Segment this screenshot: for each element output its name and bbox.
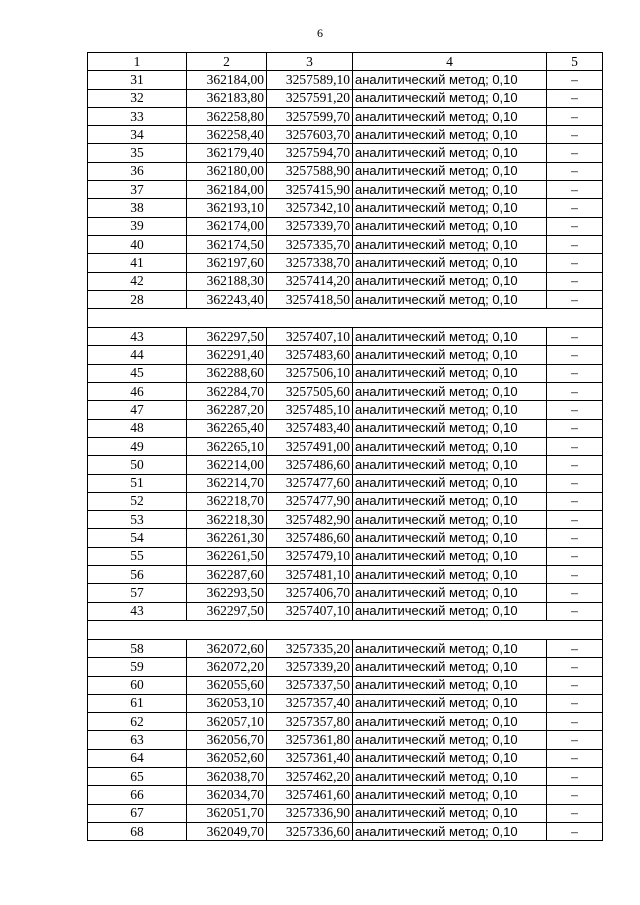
x-coordinate-cell: 362293,50 — [187, 584, 267, 602]
y-coordinate-cell: 3257357,40 — [267, 694, 353, 712]
y-coordinate-cell: 3257337,50 — [267, 676, 353, 694]
table-row — [88, 401, 603, 419]
x-coordinate-cell: 362218,30 — [187, 511, 267, 529]
table-row — [88, 272, 603, 290]
method-accuracy-cell: аналитический метод; 0,10 — [353, 658, 547, 676]
y-coordinate-cell: 3257336,60 — [267, 822, 353, 840]
method-accuracy-cell: аналитический метод; 0,10 — [353, 364, 547, 382]
x-coordinate-cell: 362184,00 — [187, 181, 267, 199]
point-number-cell: 41 — [88, 254, 187, 272]
point-number-cell: 42 — [88, 272, 187, 290]
method-accuracy-cell: аналитический метод; 0,10 — [353, 235, 547, 253]
column-header: 4 — [353, 53, 547, 71]
note-cell: – — [547, 639, 603, 657]
table-row — [88, 71, 603, 89]
method-accuracy-cell: аналитический метод; 0,10 — [353, 107, 547, 125]
method-accuracy-cell: аналитический метод; 0,10 — [353, 437, 547, 455]
table-row — [88, 419, 603, 437]
table-row — [88, 162, 603, 180]
point-number-cell: 45 — [88, 364, 187, 382]
table-row — [88, 676, 603, 694]
point-number-cell: 35 — [88, 144, 187, 162]
point-number-cell: 44 — [88, 346, 187, 364]
method-accuracy-cell: аналитический метод; 0,10 — [353, 456, 547, 474]
point-number-cell: 58 — [88, 639, 187, 657]
table-row — [88, 786, 603, 804]
y-coordinate-cell: 3257406,70 — [267, 584, 353, 602]
note-cell: – — [547, 602, 603, 620]
y-coordinate-cell: 3257588,90 — [267, 162, 353, 180]
note-cell: – — [547, 474, 603, 492]
point-number-cell: 48 — [88, 419, 187, 437]
y-coordinate-cell: 3257407,10 — [267, 328, 353, 346]
point-number-cell: 57 — [88, 584, 187, 602]
table-row — [88, 511, 603, 529]
point-number-cell: 28 — [88, 290, 187, 308]
table-row — [88, 126, 603, 144]
table-row — [88, 181, 603, 199]
method-accuracy-cell: аналитический метод; 0,10 — [353, 290, 547, 308]
column-header: 3 — [267, 53, 353, 71]
x-coordinate-cell: 362052,60 — [187, 749, 267, 767]
y-coordinate-cell: 3257361,40 — [267, 749, 353, 767]
method-accuracy-cell: аналитический метод; 0,10 — [353, 492, 547, 510]
x-coordinate-cell: 362218,70 — [187, 492, 267, 510]
method-accuracy-cell: аналитический метод; 0,10 — [353, 144, 547, 162]
table-row — [88, 731, 603, 749]
table-row — [88, 804, 603, 822]
note-cell: – — [547, 822, 603, 840]
block-separator-row — [88, 620, 603, 639]
point-number-cell: 60 — [88, 676, 187, 694]
note-cell: – — [547, 272, 603, 290]
x-coordinate-cell: 362188,30 — [187, 272, 267, 290]
table-row — [88, 529, 603, 547]
table-row — [88, 346, 603, 364]
page-number: 6 — [317, 26, 323, 40]
x-coordinate-cell: 362261,30 — [187, 529, 267, 547]
point-number-cell: 46 — [88, 383, 187, 401]
table-row — [88, 474, 603, 492]
x-coordinate-cell: 362038,70 — [187, 767, 267, 785]
note-cell: – — [547, 658, 603, 676]
point-number-cell: 33 — [88, 107, 187, 125]
y-coordinate-cell: 3257361,80 — [267, 731, 353, 749]
table-row — [88, 492, 603, 510]
y-coordinate-cell: 3257342,10 — [267, 199, 353, 217]
note-cell: – — [547, 713, 603, 731]
y-coordinate-cell: 3257486,60 — [267, 456, 353, 474]
x-coordinate-cell: 362183,80 — [187, 89, 267, 107]
method-accuracy-cell: аналитический метод; 0,10 — [353, 767, 547, 785]
table-row — [88, 217, 603, 235]
y-coordinate-cell: 3257339,20 — [267, 658, 353, 676]
table-row — [88, 694, 603, 712]
note-cell: – — [547, 235, 603, 253]
method-accuracy-cell: аналитический метод; 0,10 — [353, 602, 547, 620]
x-coordinate-cell: 362258,40 — [187, 126, 267, 144]
separator-cell — [88, 309, 603, 328]
y-coordinate-cell: 3257482,90 — [267, 511, 353, 529]
y-coordinate-cell: 3257505,60 — [267, 383, 353, 401]
method-accuracy-cell: аналитический метод; 0,10 — [353, 713, 547, 731]
note-cell: – — [547, 547, 603, 565]
y-coordinate-cell: 3257477,90 — [267, 492, 353, 510]
x-coordinate-cell: 362072,60 — [187, 639, 267, 657]
note-cell: – — [547, 694, 603, 712]
note-cell: – — [547, 731, 603, 749]
x-coordinate-cell: 362243,40 — [187, 290, 267, 308]
table-row — [88, 383, 603, 401]
x-coordinate-cell: 362265,40 — [187, 419, 267, 437]
method-accuracy-cell: аналитический метод; 0,10 — [353, 126, 547, 144]
point-number-cell: 56 — [88, 566, 187, 584]
method-accuracy-cell: аналитический метод; 0,10 — [353, 511, 547, 529]
x-coordinate-cell: 362284,70 — [187, 383, 267, 401]
point-number-cell: 31 — [88, 71, 187, 89]
y-coordinate-cell: 3257477,60 — [267, 474, 353, 492]
x-coordinate-cell: 362258,80 — [187, 107, 267, 125]
table-row — [88, 235, 603, 253]
method-accuracy-cell: аналитический метод; 0,10 — [353, 181, 547, 199]
table-row — [88, 749, 603, 767]
point-number-cell: 64 — [88, 749, 187, 767]
method-accuracy-cell: аналитический метод; 0,10 — [353, 199, 547, 217]
point-number-cell: 43 — [88, 328, 187, 346]
note-cell: – — [547, 511, 603, 529]
y-coordinate-cell: 3257486,60 — [267, 529, 353, 547]
point-number-cell: 37 — [88, 181, 187, 199]
x-coordinate-cell: 362174,50 — [187, 235, 267, 253]
y-coordinate-cell: 3257335,20 — [267, 639, 353, 657]
method-accuracy-cell: аналитический метод; 0,10 — [353, 639, 547, 657]
method-accuracy-cell: аналитический метод; 0,10 — [353, 272, 547, 290]
note-cell: – — [547, 383, 603, 401]
column-header: 5 — [547, 53, 603, 71]
method-accuracy-cell: аналитический метод; 0,10 — [353, 162, 547, 180]
method-accuracy-cell: аналитический метод; 0,10 — [353, 89, 547, 107]
point-number-cell: 66 — [88, 786, 187, 804]
method-accuracy-cell: аналитический метод; 0,10 — [353, 217, 547, 235]
method-accuracy-cell: аналитический метод; 0,10 — [353, 529, 547, 547]
y-coordinate-cell: 3257481,10 — [267, 566, 353, 584]
y-coordinate-cell: 3257415,90 — [267, 181, 353, 199]
point-number-cell: 68 — [88, 822, 187, 840]
x-coordinate-cell: 362056,70 — [187, 731, 267, 749]
table-header-row — [88, 53, 603, 71]
table-row — [88, 713, 603, 731]
method-accuracy-cell: аналитический метод; 0,10 — [353, 676, 547, 694]
method-accuracy-cell: аналитический метод; 0,10 — [353, 822, 547, 840]
table-row — [88, 144, 603, 162]
x-coordinate-cell: 362184,00 — [187, 71, 267, 89]
note-cell: – — [547, 456, 603, 474]
note-cell: – — [547, 199, 603, 217]
y-coordinate-cell: 3257461,60 — [267, 786, 353, 804]
y-coordinate-cell: 3257335,70 — [267, 235, 353, 253]
note-cell: – — [547, 437, 603, 455]
point-number-cell: 34 — [88, 126, 187, 144]
x-coordinate-cell: 362261,50 — [187, 547, 267, 565]
y-coordinate-cell: 3257336,90 — [267, 804, 353, 822]
table-row — [88, 290, 603, 308]
y-coordinate-cell: 3257418,50 — [267, 290, 353, 308]
note-cell: – — [547, 144, 603, 162]
note-cell: – — [547, 290, 603, 308]
x-coordinate-cell: 362214,00 — [187, 456, 267, 474]
point-number-cell: 39 — [88, 217, 187, 235]
y-coordinate-cell: 3257594,70 — [267, 144, 353, 162]
note-cell: – — [547, 804, 603, 822]
table-row — [88, 639, 603, 657]
note-cell: – — [547, 107, 603, 125]
table-row — [88, 437, 603, 455]
table-row — [88, 364, 603, 382]
method-accuracy-cell: аналитический метод; 0,10 — [353, 474, 547, 492]
point-number-cell: 62 — [88, 713, 187, 731]
point-number-cell: 52 — [88, 492, 187, 510]
note-cell: – — [547, 89, 603, 107]
table-row — [88, 602, 603, 620]
x-coordinate-cell: 362180,00 — [187, 162, 267, 180]
method-accuracy-cell: аналитический метод; 0,10 — [353, 566, 547, 584]
note-cell: – — [547, 162, 603, 180]
note-cell: – — [547, 71, 603, 89]
x-coordinate-cell: 362287,20 — [187, 401, 267, 419]
x-coordinate-cell: 362297,50 — [187, 602, 267, 620]
table-row — [88, 566, 603, 584]
y-coordinate-cell: 3257591,20 — [267, 89, 353, 107]
method-accuracy-cell: аналитический метод; 0,10 — [353, 71, 547, 89]
x-coordinate-cell: 362034,70 — [187, 786, 267, 804]
method-accuracy-cell: аналитический метод; 0,10 — [353, 694, 547, 712]
note-cell: – — [547, 786, 603, 804]
method-accuracy-cell: аналитический метод; 0,10 — [353, 731, 547, 749]
note-cell: – — [547, 401, 603, 419]
note-cell: – — [547, 584, 603, 602]
y-coordinate-cell: 3257603,70 — [267, 126, 353, 144]
point-number-cell: 63 — [88, 731, 187, 749]
y-coordinate-cell: 3257491,00 — [267, 437, 353, 455]
note-cell: – — [547, 767, 603, 785]
table-row — [88, 107, 603, 125]
method-accuracy-cell: аналитический метод; 0,10 — [353, 254, 547, 272]
table-row — [88, 456, 603, 474]
y-coordinate-cell: 3257339,70 — [267, 217, 353, 235]
method-accuracy-cell: аналитический метод; 0,10 — [353, 328, 547, 346]
note-cell: – — [547, 328, 603, 346]
y-coordinate-cell: 3257483,60 — [267, 346, 353, 364]
point-number-cell: 50 — [88, 456, 187, 474]
method-accuracy-cell: аналитический метод; 0,10 — [353, 749, 547, 767]
x-coordinate-cell: 362053,10 — [187, 694, 267, 712]
table-row — [88, 822, 603, 840]
y-coordinate-cell: 3257599,70 — [267, 107, 353, 125]
method-accuracy-cell: аналитический метод; 0,10 — [353, 804, 547, 822]
note-cell: – — [547, 364, 603, 382]
table-row — [88, 547, 603, 565]
x-coordinate-cell: 362214,70 — [187, 474, 267, 492]
separator-cell — [88, 620, 603, 639]
point-number-cell: 55 — [88, 547, 187, 565]
x-coordinate-cell: 362197,60 — [187, 254, 267, 272]
note-cell: – — [547, 419, 603, 437]
note-cell: – — [547, 181, 603, 199]
x-coordinate-cell: 362049,70 — [187, 822, 267, 840]
note-cell: – — [547, 749, 603, 767]
x-coordinate-cell: 362287,60 — [187, 566, 267, 584]
x-coordinate-cell: 362265,10 — [187, 437, 267, 455]
note-cell: – — [547, 217, 603, 235]
method-accuracy-cell: аналитический метод; 0,10 — [353, 584, 547, 602]
table-row — [88, 199, 603, 217]
point-number-cell: 67 — [88, 804, 187, 822]
method-accuracy-cell: аналитический метод; 0,10 — [353, 786, 547, 804]
point-number-cell: 61 — [88, 694, 187, 712]
note-cell: – — [547, 126, 603, 144]
x-coordinate-cell: 362179,40 — [187, 144, 267, 162]
block-separator-row — [88, 309, 603, 328]
method-accuracy-cell: аналитический метод; 0,10 — [353, 383, 547, 401]
note-cell: – — [547, 676, 603, 694]
table-row — [88, 328, 603, 346]
y-coordinate-cell: 3257506,10 — [267, 364, 353, 382]
method-accuracy-cell: аналитический метод; 0,10 — [353, 419, 547, 437]
point-number-cell: 32 — [88, 89, 187, 107]
y-coordinate-cell: 3257483,40 — [267, 419, 353, 437]
note-cell: – — [547, 566, 603, 584]
x-coordinate-cell: 362057,10 — [187, 713, 267, 731]
point-number-cell: 65 — [88, 767, 187, 785]
point-number-cell: 49 — [88, 437, 187, 455]
point-number-cell: 36 — [88, 162, 187, 180]
y-coordinate-cell: 3257357,80 — [267, 713, 353, 731]
point-number-cell: 54 — [88, 529, 187, 547]
point-number-cell: 53 — [88, 511, 187, 529]
x-coordinate-cell: 362174,00 — [187, 217, 267, 235]
note-cell: – — [547, 492, 603, 510]
column-header: 2 — [187, 53, 267, 71]
note-cell: – — [547, 346, 603, 364]
y-coordinate-cell: 3257462,20 — [267, 767, 353, 785]
point-number-cell: 43 — [88, 602, 187, 620]
y-coordinate-cell: 3257479,10 — [267, 547, 353, 565]
method-accuracy-cell: аналитический метод; 0,10 — [353, 547, 547, 565]
y-coordinate-cell: 3257338,70 — [267, 254, 353, 272]
y-coordinate-cell: 3257414,20 — [267, 272, 353, 290]
x-coordinate-cell: 362297,50 — [187, 328, 267, 346]
point-number-cell: 40 — [88, 235, 187, 253]
table-row — [88, 584, 603, 602]
y-coordinate-cell: 3257407,10 — [267, 602, 353, 620]
point-number-cell: 51 — [88, 474, 187, 492]
note-cell: – — [547, 529, 603, 547]
x-coordinate-cell: 362291,40 — [187, 346, 267, 364]
coordinates-table-body — [88, 53, 603, 841]
point-number-cell: 47 — [88, 401, 187, 419]
y-coordinate-cell: 3257589,10 — [267, 71, 353, 89]
table-row — [88, 254, 603, 272]
note-cell: – — [547, 254, 603, 272]
point-number-cell: 38 — [88, 199, 187, 217]
x-coordinate-cell: 362193,10 — [187, 199, 267, 217]
table-row — [88, 767, 603, 785]
x-coordinate-cell: 362051,70 — [187, 804, 267, 822]
x-coordinate-cell: 362072,20 — [187, 658, 267, 676]
method-accuracy-cell: аналитический метод; 0,10 — [353, 346, 547, 364]
point-number-cell: 59 — [88, 658, 187, 676]
table-row — [88, 658, 603, 676]
x-coordinate-cell: 362055,60 — [187, 676, 267, 694]
y-coordinate-cell: 3257485,10 — [267, 401, 353, 419]
x-coordinate-cell: 362288,60 — [187, 364, 267, 382]
table-row — [88, 89, 603, 107]
column-header: 1 — [88, 53, 187, 71]
method-accuracy-cell: аналитический метод; 0,10 — [353, 401, 547, 419]
coordinates-table — [87, 52, 603, 841]
